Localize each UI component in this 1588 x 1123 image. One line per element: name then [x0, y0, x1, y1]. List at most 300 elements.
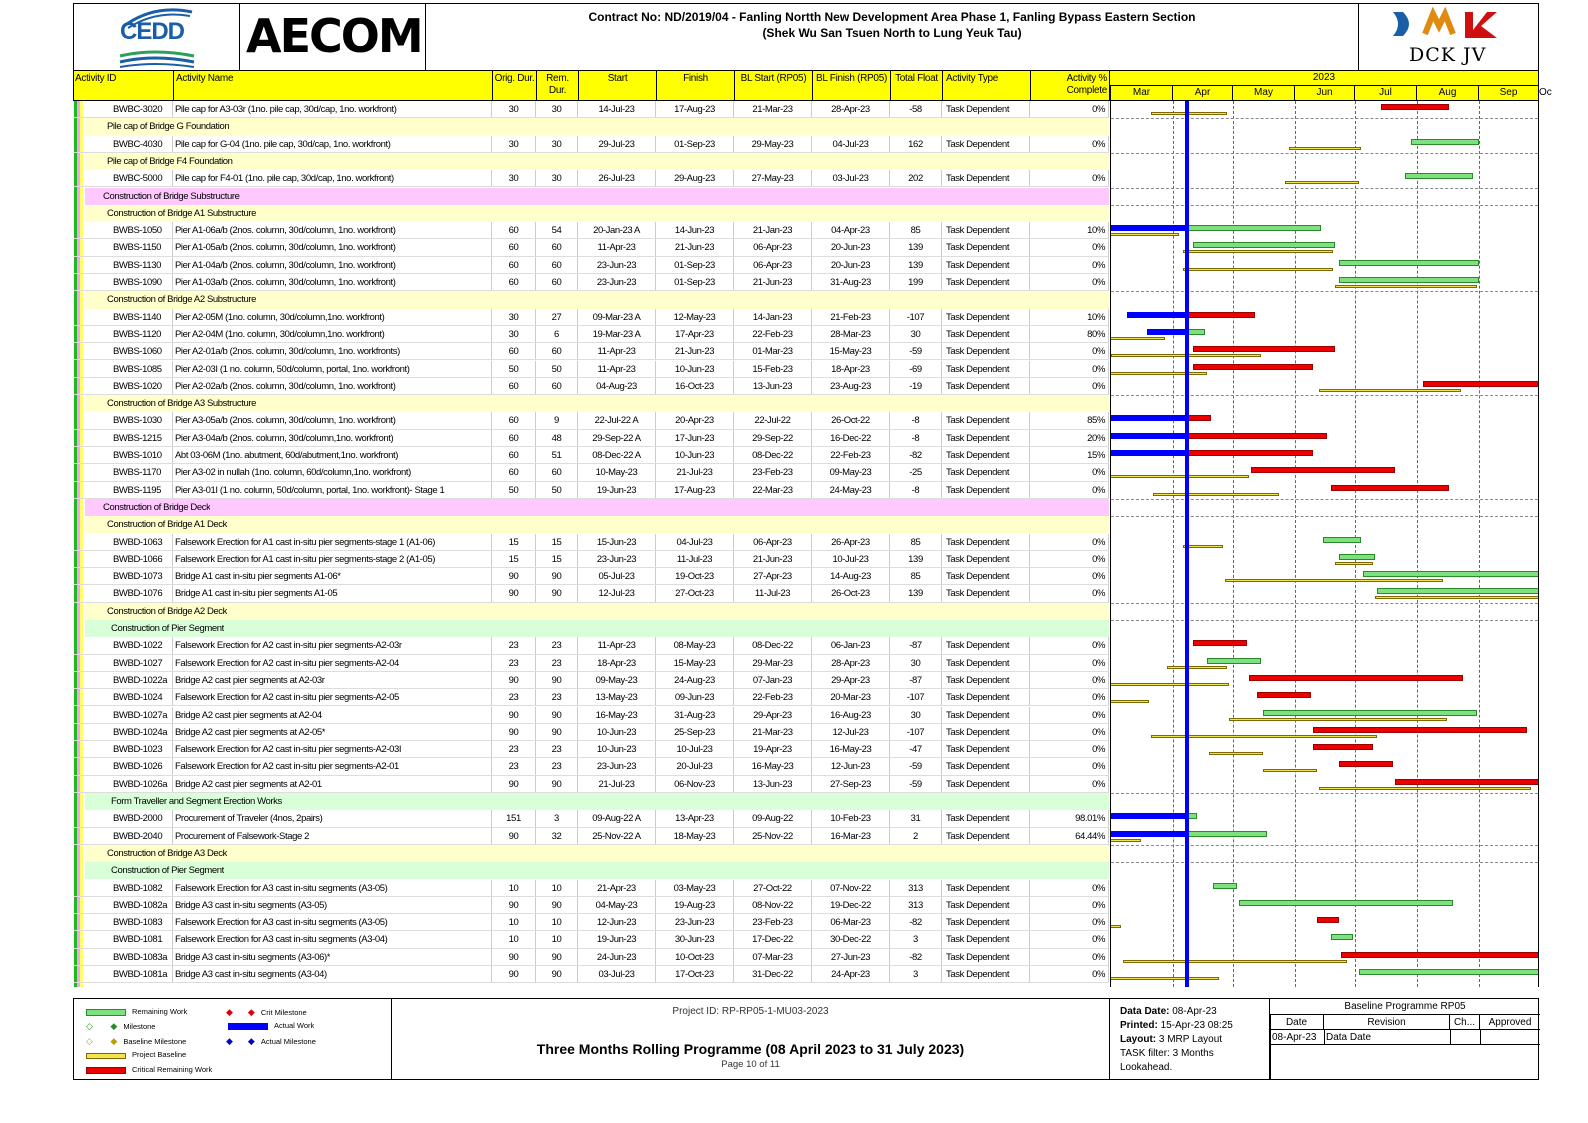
group-gridline: [1111, 188, 1538, 189]
baseline-programme-table: Baseline Programme RP05 Date Revision Ch... Approved 08-Apr-23 Data Date: [1270, 999, 1540, 1079]
cell-f: 09-Jun-23: [656, 689, 734, 706]
wbs-group-row[interactable]: [85, 153, 1109, 170]
cell-bs: 22-Mar-23: [734, 482, 812, 499]
cell-od: 90: [492, 672, 536, 689]
cell-pc: 0%: [1030, 361, 1109, 378]
activity-row[interactable]: [73, 758, 1109, 775]
cell-bf: 28-Mar-23: [812, 326, 890, 343]
col-total-float[interactable]: Total Float: [891, 71, 943, 100]
cell-bf: 06-Mar-23: [812, 914, 890, 931]
cell-bs: 21-Jun-23: [734, 274, 812, 291]
project-baseline-bar[interactable]: [1209, 752, 1263, 755]
cell-pc: 98.01%: [1030, 810, 1109, 827]
wbs-group-row[interactable]: [85, 205, 1109, 222]
cell-od: 90: [492, 707, 536, 724]
cell-pc: 0%: [1030, 101, 1109, 118]
project-baseline-bar[interactable]: [1110, 372, 1207, 375]
critical-remaining-bar[interactable]: [1423, 381, 1539, 387]
cell-f: 10-Jun-23: [656, 361, 734, 378]
project-baseline-bar[interactable]: [1183, 545, 1223, 548]
cell-f: 06-Nov-23: [656, 776, 734, 793]
critical-remaining-bar[interactable]: [1193, 640, 1247, 646]
cell-bs: 22-Feb-23: [734, 689, 812, 706]
project-baseline-bar[interactable]: [1110, 337, 1165, 340]
cell-pc: 0%: [1030, 378, 1109, 395]
cell-od: 60: [492, 412, 536, 429]
activity-row[interactable]: [73, 828, 1109, 845]
activity-row[interactable]: [73, 361, 1109, 378]
cell-id: BWBD-1081: [73, 931, 173, 948]
actual-work-bar[interactable]: [1110, 813, 1187, 819]
critical-remaining-bar[interactable]: [1341, 952, 1539, 958]
cell-rd: 27: [536, 309, 578, 326]
cell-tf: -87: [890, 672, 942, 689]
wbs-group-label: Construction of Bridge A2 Deck: [107, 605, 228, 617]
remaining-work-bar[interactable]: [1323, 537, 1361, 543]
critical-remaining-bar[interactable]: [1381, 104, 1449, 110]
project-baseline-bar[interactable]: [1335, 562, 1373, 565]
activity-row[interactable]: [73, 447, 1109, 464]
cell-name: Bridge A3 cast in-situ segments (A3-04): [173, 966, 492, 983]
cell-tf: 139: [890, 551, 942, 568]
activity-row[interactable]: [73, 672, 1109, 689]
col-activity-id[interactable]: Activity ID: [74, 71, 174, 100]
cell-name: Bridge A3 cast in-situ segments (A3-06)*: [173, 949, 492, 966]
data-date-line: [1185, 101, 1189, 987]
activity-row[interactable]: [73, 412, 1109, 429]
col-activity-type[interactable]: Activity Type: [943, 71, 1031, 100]
cell-bf: 31-Aug-23: [812, 274, 890, 291]
cell-s: 11-Apr-23: [578, 239, 656, 256]
cell-name: Pier A2-05M (1no. column, 30d/column,1no. workfront): [173, 309, 492, 326]
cell-type: Task Dependent: [942, 655, 1030, 672]
cell-rd: 10: [536, 931, 578, 948]
cell-pc: 0%: [1030, 482, 1109, 499]
remaining-work-bar[interactable]: [1411, 139, 1479, 145]
footer-title-block: [392, 999, 1110, 1079]
activity-row[interactable]: [73, 637, 1109, 654]
cell-bf: 29-Apr-23: [812, 672, 890, 689]
cell-id: BWBD-1073: [73, 568, 173, 585]
group-gridline: [1111, 499, 1538, 500]
group-gridline: [1111, 205, 1538, 206]
actual-work-bar[interactable]: [1110, 225, 1187, 231]
cell-f: 29-Aug-23: [656, 170, 734, 187]
remaining-work-bar[interactable]: [1187, 329, 1205, 335]
activity-row[interactable]: [73, 914, 1109, 931]
cell-type: Task Dependent: [942, 931, 1030, 948]
cell-pc: 0%: [1030, 880, 1109, 897]
cell-bs: 23-Feb-23: [734, 464, 812, 481]
activity-row[interactable]: [73, 880, 1109, 897]
wbs-group-row[interactable]: [85, 620, 1109, 637]
remaining-work-bar[interactable]: [1187, 831, 1267, 837]
timeline-month: May: [1232, 86, 1294, 101]
actual-work-bar[interactable]: [1110, 831, 1187, 837]
cell-id: BWBD-1024a: [73, 724, 173, 741]
cell-name: Falsework Erection for A1 cast in-situ pier segments-stage 2 (A1-05): [173, 551, 492, 568]
col-start[interactable]: Start: [579, 71, 657, 100]
cell-bf: 19-Dec-22: [812, 897, 890, 914]
activity-row[interactable]: [73, 326, 1109, 343]
cell-od: 30: [492, 326, 536, 343]
cell-tf: -82: [890, 447, 942, 464]
group-gridline: [1111, 603, 1538, 604]
cell-od: 15: [492, 534, 536, 551]
wbs-group-label: Construction of Bridge Substructure: [103, 190, 240, 202]
cell-s: 26-Jul-23: [578, 170, 656, 187]
activity-row[interactable]: [73, 741, 1109, 758]
activity-row[interactable]: [73, 551, 1109, 568]
cell-rd: 10: [536, 914, 578, 931]
project-baseline-bar[interactable]: [1319, 389, 1461, 392]
remaining-work-bar[interactable]: [1239, 900, 1453, 906]
cell-rd: 23: [536, 655, 578, 672]
remaining-work-bar[interactable]: [1331, 934, 1353, 940]
cell-bf: 06-Jan-23: [812, 637, 890, 654]
cell-type: Task Dependent: [942, 758, 1030, 775]
project-baseline-bar[interactable]: [1183, 250, 1333, 253]
wbs-group-label: Pile cap of Bridge G Foundation: [107, 121, 230, 133]
cell-f: 03-May-23: [656, 880, 734, 897]
header: [73, 3, 1539, 71]
cell-od: 60: [492, 239, 536, 256]
activity-row[interactable]: [73, 343, 1109, 360]
critical-remaining-bar[interactable]: [1313, 744, 1373, 750]
wbs-group-row[interactable]: [85, 118, 1109, 135]
cell-rd: 9: [536, 412, 578, 429]
wbs-group-label: Construction of Pier Segment: [111, 865, 224, 877]
group-gridline: [1111, 862, 1538, 863]
cell-tf: -69: [890, 361, 942, 378]
cell-f: 15-May-23: [656, 655, 734, 672]
col-finish[interactable]: Finish: [657, 71, 735, 100]
cell-type: Task Dependent: [942, 482, 1030, 499]
cell-bf: 04-Apr-23: [812, 222, 890, 239]
cell-rd: 23: [536, 689, 578, 706]
cell-id: BWBD-2040: [73, 828, 173, 845]
cell-tf: -82: [890, 914, 942, 931]
project-baseline-bar[interactable]: [1110, 839, 1141, 842]
project-baseline-bar[interactable]: [1263, 769, 1317, 772]
cell-f: 17-Aug-23: [656, 482, 734, 499]
cell-id: BWBD-1027a: [73, 707, 173, 724]
cell-bs: 17-Dec-22: [734, 931, 812, 948]
legend-milestone: ◇ ◆ Milestone: [86, 1021, 156, 1031]
project-baseline-bar[interactable]: [1110, 925, 1121, 928]
wbs-group-row[interactable]: [85, 188, 1109, 205]
cell-pc: 0%: [1030, 931, 1109, 948]
cell-bf: 24-Apr-23: [812, 966, 890, 983]
cell-type: Task Dependent: [942, 724, 1030, 741]
activity-row[interactable]: [73, 257, 1109, 274]
critical-remaining-bar[interactable]: [1395, 779, 1539, 785]
activity-row[interactable]: [73, 707, 1109, 724]
wbs-group-label: Construction of Bridge A2 Substructure: [107, 294, 257, 306]
col-bl-finish[interactable]: BL Finish (RP05): [813, 71, 891, 100]
cell-bs: 08-Dec-22: [734, 447, 812, 464]
remaining-work-bar[interactable]: [1207, 658, 1261, 664]
cell-name: Bridge A2 cast pier segments at A2-04: [173, 707, 492, 724]
cell-bf: 16-Dec-22: [812, 430, 890, 447]
cell-pc: 0%: [1030, 776, 1109, 793]
cell-rd: 32: [536, 828, 578, 845]
activity-row[interactable]: [73, 568, 1109, 585]
cell-pc: 0%: [1030, 585, 1109, 602]
cell-s: 19-Jun-23: [578, 482, 656, 499]
wbs-group-row[interactable]: [85, 603, 1109, 620]
remaining-work-bar[interactable]: [1405, 173, 1473, 179]
critical-remaining-bar[interactable]: [1317, 917, 1339, 923]
cell-tf: 30: [890, 655, 942, 672]
project-baseline-bar[interactable]: [1110, 475, 1249, 478]
wbs-group-row[interactable]: [85, 862, 1109, 879]
wbs-group-row[interactable]: [85, 516, 1109, 533]
wbs-group-label: Form Traveller and Segment Erection Works: [111, 796, 282, 807]
cell-name: Pier A2-02a/b (2nos. column, 30d/column, 1no. workfront): [173, 378, 492, 395]
cedd-logo: CEDD: [74, 4, 240, 70]
cell-s: 14-Jul-23: [578, 101, 656, 118]
activity-row[interactable]: [73, 949, 1109, 966]
cell-s: 23-Jun-23: [578, 274, 656, 291]
cell-tf: 313: [890, 897, 942, 914]
wbs-group-row[interactable]: [85, 291, 1109, 308]
critical-remaining-bar[interactable]: [1187, 312, 1255, 318]
cell-pc: 15%: [1030, 447, 1109, 464]
cell-id: BWBS-1010: [73, 447, 173, 464]
project-baseline-bar[interactable]: [1151, 112, 1227, 115]
cell-rd: 23: [536, 741, 578, 758]
remaining-work-bar[interactable]: [1339, 277, 1479, 283]
cell-id: BWBD-1022: [73, 637, 173, 654]
cell-f: 19-Aug-23: [656, 897, 734, 914]
remaining-work-bar[interactable]: [1339, 554, 1375, 560]
cell-tf: 139: [890, 257, 942, 274]
activity-row[interactable]: [73, 482, 1109, 499]
cell-type: Task Dependent: [942, 430, 1030, 447]
cell-od: 10: [492, 931, 536, 948]
cell-id: BWBD-1076: [73, 585, 173, 602]
cell-bs: 13-Jun-23: [734, 378, 812, 395]
critical-remaining-bar[interactable]: [1187, 450, 1313, 456]
critical-remaining-bar[interactable]: [1187, 415, 1211, 421]
activity-row[interactable]: [73, 655, 1109, 672]
cell-od: 90: [492, 897, 536, 914]
print-info: Data Date: 08-Apr-23 Printed: 15-Apr-23 08:25 Layout: 3 MRP Layout TASK filter: 3 Months Lookahead.: [1110, 999, 1270, 1079]
cell-rd: 60: [536, 257, 578, 274]
cell-rd: 90: [536, 966, 578, 983]
cell-od: 151: [492, 810, 536, 827]
critical-remaining-bar[interactable]: [1193, 346, 1335, 352]
remaining-work-bar[interactable]: [1263, 710, 1477, 716]
wbs-group-row[interactable]: [85, 793, 1109, 810]
cell-od: 10: [492, 880, 536, 897]
activity-row[interactable]: [73, 378, 1109, 395]
wbs-group-label: Construction of Pier Segment: [111, 623, 224, 634]
project-baseline-bar[interactable]: [1123, 960, 1347, 963]
project-baseline-bar[interactable]: [1335, 285, 1477, 288]
cell-od: 23: [492, 637, 536, 654]
activity-row[interactable]: [73, 222, 1109, 239]
page-number: Page 10 of 11: [721, 1059, 780, 1070]
project-baseline-bar[interactable]: [1375, 596, 1539, 599]
cell-name: Pier A3-04a/b (2nos. column, 30d/column,1no. workfront): [173, 430, 492, 447]
cell-pc: 0%: [1030, 758, 1109, 775]
project-baseline-bar[interactable]: [1229, 718, 1447, 721]
col-activity-name[interactable]: Activity Name: [174, 71, 493, 100]
activity-row[interactable]: [73, 309, 1109, 326]
cell-od: 23: [492, 689, 536, 706]
remaining-work-bar[interactable]: [1377, 588, 1539, 594]
activity-row[interactable]: [73, 136, 1109, 153]
actual-work-bar[interactable]: [1110, 450, 1187, 456]
cell-bs: 06-Apr-23: [734, 257, 812, 274]
remaining-work-bar[interactable]: [1193, 242, 1335, 248]
cell-rd: 60: [536, 464, 578, 481]
project-baseline-bar[interactable]: [1110, 977, 1219, 980]
activity-row[interactable]: [73, 724, 1109, 741]
cell-pc: 0%: [1030, 136, 1109, 153]
contract-title: Contract No: ND/2019/04 - Fanling Nortth New Development Area Phase 1, Fanling Bypass Eastern Section (Shek Wu San Tsuen North to Lung Yeuk Tau): [588, 10, 1196, 40]
activity-row[interactable]: [73, 534, 1109, 551]
remaining-work-bar[interactable]: [1363, 571, 1539, 577]
col-orig-dur[interactable]: Orig. Dur.: [493, 71, 537, 100]
critical-remaining-bar[interactable]: [1193, 364, 1313, 370]
project-baseline-bar[interactable]: [1183, 268, 1333, 271]
col-bl-start[interactable]: BL Start (RP05): [735, 71, 813, 100]
critical-remaining-bar[interactable]: [1257, 692, 1311, 698]
cell-tf: 31: [890, 810, 942, 827]
cell-type: Task Dependent: [942, 949, 1030, 966]
cell-pc: 0%: [1030, 672, 1109, 689]
cell-name: Pier A3-05a/b (2nos. column, 30d/column, 1no. workfront): [173, 412, 492, 429]
cell-od: 50: [492, 361, 536, 378]
actual-work-bar[interactable]: [1147, 329, 1187, 335]
activity-row[interactable]: [73, 776, 1109, 793]
cell-type: Task Dependent: [942, 101, 1030, 118]
cell-f: 16-Oct-23: [656, 378, 734, 395]
cell-tf: -107: [890, 724, 942, 741]
cell-bf: 10-Jul-23: [812, 551, 890, 568]
critical-remaining-bar[interactable]: [1313, 727, 1527, 733]
cell-type: Task Dependent: [942, 741, 1030, 758]
col-pct-complete[interactable]: Activity % Complete: [1031, 71, 1110, 100]
cell-rd: 6: [536, 326, 578, 343]
cell-s: 21-Apr-23: [578, 880, 656, 897]
cell-f: 19-Oct-23: [656, 568, 734, 585]
cell-type: Task Dependent: [942, 136, 1030, 153]
project-baseline-bar[interactable]: [1110, 233, 1179, 236]
cell-id: BWBS-1130: [73, 257, 173, 274]
group-gridline: [1111, 793, 1538, 794]
cell-bs: 21-Jan-23: [734, 222, 812, 239]
cell-pc: 10%: [1030, 309, 1109, 326]
activity-row[interactable]: [73, 931, 1109, 948]
cell-type: Task Dependent: [942, 170, 1030, 187]
cell-tf: 85: [890, 222, 942, 239]
activity-row[interactable]: [73, 274, 1109, 291]
critical-remaining-bar[interactable]: [1187, 433, 1327, 439]
cell-pc: 64.44%: [1030, 828, 1109, 845]
cell-id: BWBC-3020: [73, 101, 173, 118]
wbs-group-row[interactable]: [85, 499, 1109, 516]
cell-od: 23: [492, 758, 536, 775]
project-baseline-bar[interactable]: [1289, 147, 1361, 150]
cell-od: 90: [492, 585, 536, 602]
cell-f: 17-Oct-23: [656, 966, 734, 983]
cell-f: 10-Jun-23: [656, 447, 734, 464]
activity-row[interactable]: [73, 689, 1109, 706]
cell-bf: 22-Feb-23: [812, 447, 890, 464]
cell-s: 11-Apr-23: [578, 343, 656, 360]
activity-row[interactable]: [73, 101, 1109, 118]
cell-name: Abt 03-06M (1no. abutment, 60d/abutment,1no. workfront): [173, 447, 492, 464]
cell-name: Pile cap for A3-03r (1no. pile cap, 30d/cap, 1no. workfront): [173, 101, 492, 118]
actual-work-bar[interactable]: [1110, 415, 1187, 421]
project-baseline-bar[interactable]: [1319, 787, 1531, 790]
remaining-work-bar[interactable]: [1187, 225, 1321, 231]
project-baseline-bar[interactable]: [1167, 666, 1227, 669]
project-baseline-bar[interactable]: [1225, 579, 1443, 582]
actual-work-bar[interactable]: [1127, 312, 1187, 318]
cell-name: Pier A2-01a/b (2nos. column, 30d/column, 1no. workfronts): [173, 343, 492, 360]
cell-s: 15-Jun-23: [578, 534, 656, 551]
remaining-work-bar[interactable]: [1359, 969, 1539, 975]
critical-remaining-bar[interactable]: [1249, 675, 1463, 681]
cell-od: 23: [492, 655, 536, 672]
project-baseline-bar[interactable]: [1153, 493, 1279, 496]
cell-pc: 0%: [1030, 966, 1109, 983]
activity-row[interactable]: [73, 897, 1109, 914]
remaining-work-bar[interactable]: [1213, 883, 1237, 889]
activity-row[interactable]: [73, 170, 1109, 187]
cell-tf: -47: [890, 741, 942, 758]
critical-remaining-bar[interactable]: [1331, 485, 1449, 491]
cell-bs: 06-Apr-23: [734, 534, 812, 551]
wbs-group-row[interactable]: [85, 845, 1109, 862]
actual-work-bar[interactable]: [1110, 433, 1187, 439]
cell-f: 17-Aug-23: [656, 101, 734, 118]
activity-row[interactable]: [73, 430, 1109, 447]
wbs-group-row[interactable]: [85, 395, 1109, 412]
cell-od: 60: [492, 378, 536, 395]
cell-f: 14-Jun-23: [656, 222, 734, 239]
cell-bf: 16-Mar-23: [812, 828, 890, 845]
activity-row[interactable]: [73, 966, 1109, 983]
cell-rd: 54: [536, 222, 578, 239]
activity-row[interactable]: [73, 810, 1109, 827]
cell-s: 09-Mar-23 A: [578, 309, 656, 326]
critical-remaining-bar[interactable]: [1339, 761, 1393, 767]
activity-row[interactable]: [73, 464, 1109, 481]
critical-remaining-bar[interactable]: [1251, 467, 1395, 473]
cell-tf: -8: [890, 412, 942, 429]
col-rem-dur[interactable]: Rem. Dur.: [537, 71, 579, 100]
cell-tf: 162: [890, 136, 942, 153]
cell-bs: 11-Jul-23: [734, 585, 812, 602]
remaining-work-bar[interactable]: [1339, 260, 1479, 266]
project-baseline-bar[interactable]: [1110, 700, 1149, 703]
activity-row[interactable]: [73, 585, 1109, 602]
project-baseline-bar[interactable]: [1110, 683, 1229, 686]
activity-row[interactable]: [73, 239, 1109, 256]
cell-pc: 0%: [1030, 914, 1109, 931]
cell-id: BWBS-1020: [73, 378, 173, 395]
cell-bf: 20-Mar-23: [812, 689, 890, 706]
cell-bs: 31-Dec-22: [734, 966, 812, 983]
project-baseline-bar[interactable]: [1285, 181, 1359, 184]
cell-pc: 0%: [1030, 707, 1109, 724]
